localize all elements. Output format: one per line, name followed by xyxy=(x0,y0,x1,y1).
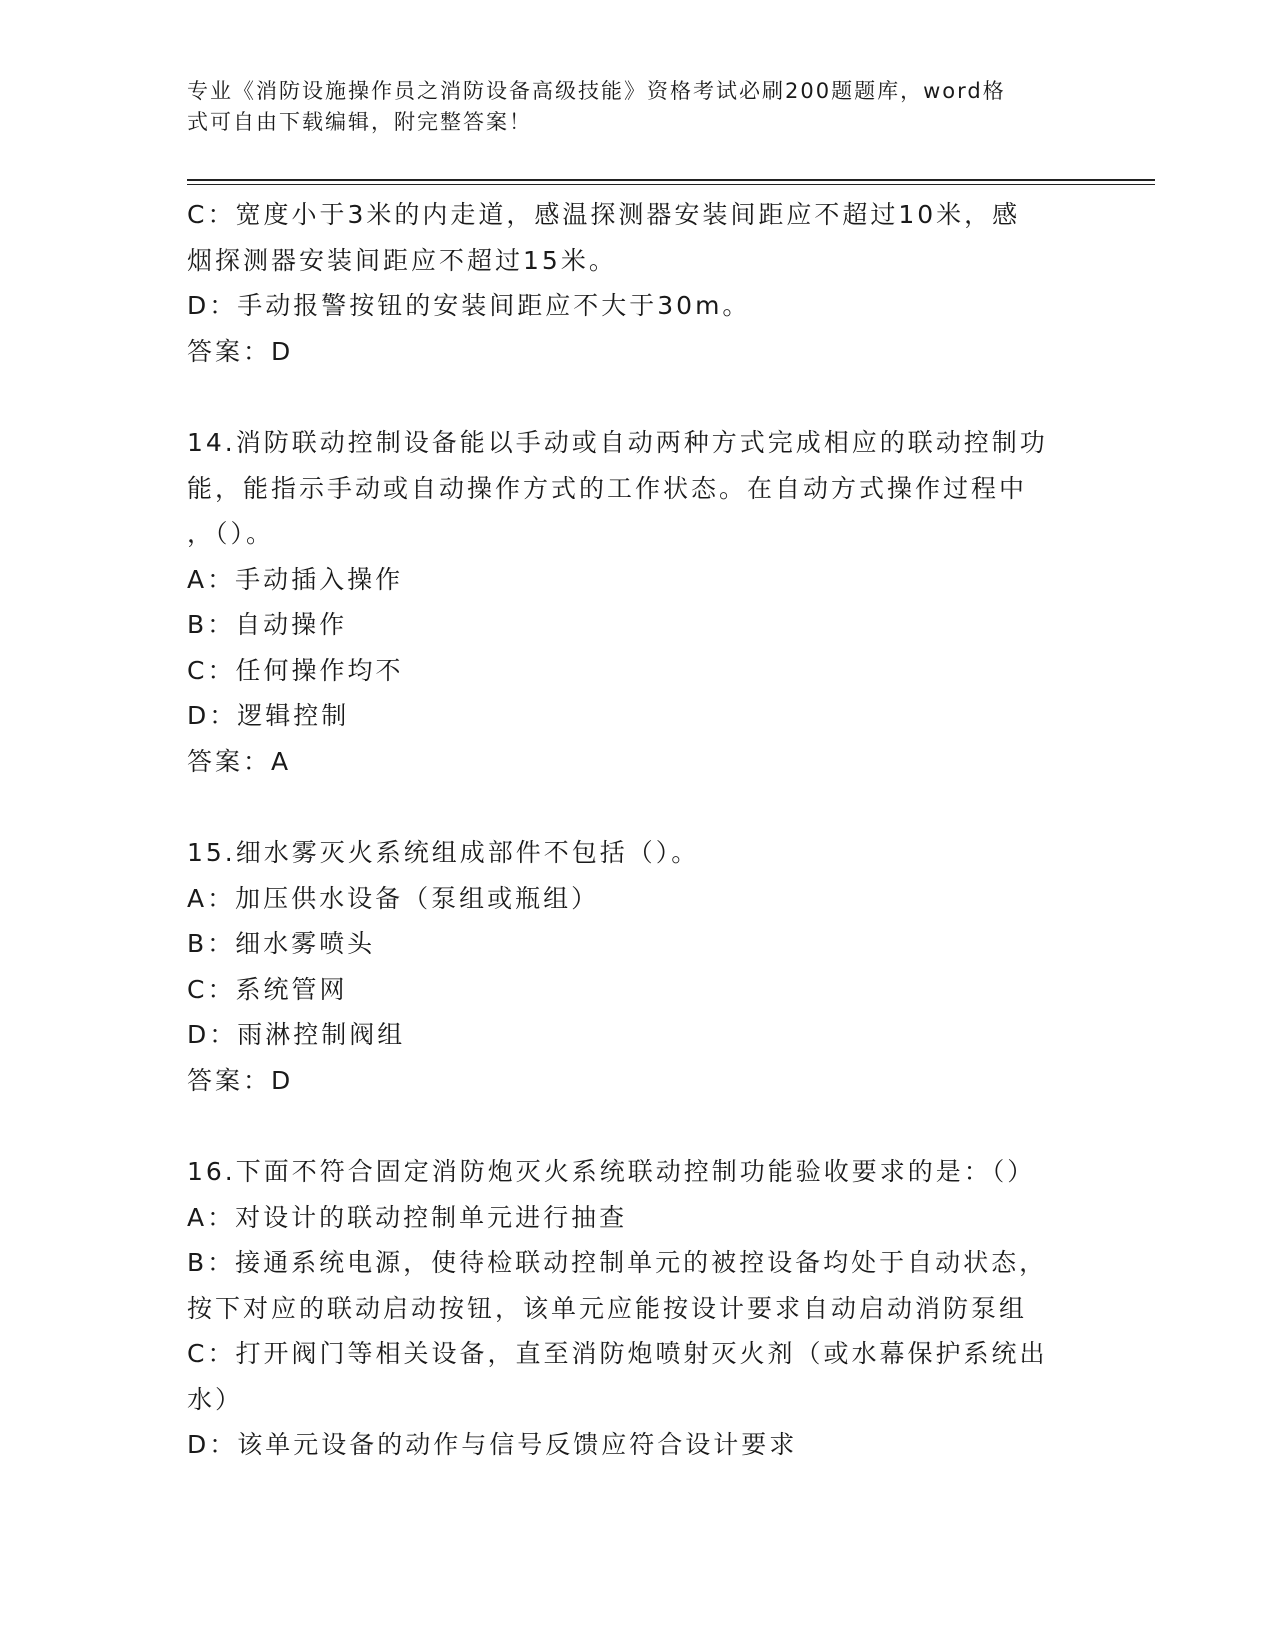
option-d: D：雨淋控制阀组 xyxy=(187,1020,406,1049)
answer: 答案：D xyxy=(187,336,294,366)
question-13-block xyxy=(187,192,1087,374)
document-header xyxy=(187,76,1067,138)
header-line-2: 式可自由下载编辑，附完整答案！ xyxy=(187,110,532,134)
answer: 答案：A xyxy=(187,746,292,776)
question-14-block xyxy=(187,420,1087,784)
header-rule-thin xyxy=(187,184,1155,185)
option-a: A：加压供水设备（泵组或瓶组） xyxy=(187,883,600,913)
option-c-continued: 烟探测器安装间距应不超过15米。 xyxy=(187,245,617,275)
question-stem: 16.下面不符合固定消防炮灭火系统联动控制功能验收要求的是：（） xyxy=(187,1157,1036,1186)
option-d: D：该单元设备的动作与信号反馈应符合设计要求 xyxy=(187,1430,798,1459)
question-stem-continued: 能，能指示手动或自动操作方式的工作状态。在自动方式操作过程中 xyxy=(187,473,1028,503)
option-b-continued: 按下对应的联动启动按钮，该单元应能按设计要求自动启动消防泵组 xyxy=(187,1293,1028,1323)
option-c-continued: 水） xyxy=(187,1384,244,1414)
header-rule-thick xyxy=(187,179,1155,181)
question-stem: 15.细水雾灭火系统组成部件不包括（）。 xyxy=(187,838,700,867)
question-stem-continued: ，（）。 xyxy=(187,519,275,548)
option-b: B：自动操作 xyxy=(187,610,348,639)
option-a: A：对设计的联动控制单元进行抽查 xyxy=(187,1202,628,1232)
answer: 答案：D xyxy=(187,1065,294,1095)
option-b: B：接通系统电源，使待检联动控制单元的被控设备均处于自动状态， xyxy=(187,1248,1048,1277)
option-b: B：细水雾喷头 xyxy=(187,929,376,958)
option-d: D：手动报警按钮的安装间距应不大于30m。 xyxy=(187,291,751,320)
option-c: C：打开阀门等相关设备，直至消防炮喷射灭火剂（或水幕保护系统出 xyxy=(187,1339,1048,1368)
question-16-block xyxy=(187,1149,1087,1468)
question-15-block xyxy=(187,830,1087,1103)
option-d: D：逻辑控制 xyxy=(187,701,350,730)
question-content xyxy=(187,192,1087,1468)
header-line-1: 专业《消防设施操作员之消防设备高级技能》资格考试必刷200题题库，word格 xyxy=(187,79,1006,103)
option-c: C：任何操作均不 xyxy=(187,655,404,685)
option-a: A：手动插入操作 xyxy=(187,564,404,594)
option-c: C：宽度小于3米的内走道，感温探测器安装间距应不超过10米，感 xyxy=(187,200,1021,229)
option-c: C：系统管网 xyxy=(187,974,348,1004)
question-stem: 14.消防联动控制设备能以手动或自动两种方式完成相应的联动控制功 xyxy=(187,428,1048,457)
